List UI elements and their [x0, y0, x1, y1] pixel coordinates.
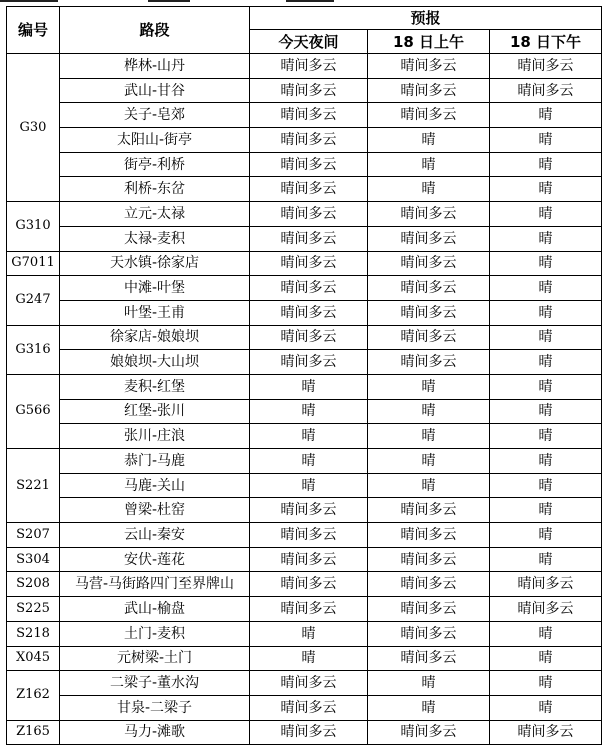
forecast-tonight: 晴间多云 — [250, 695, 368, 720]
forecast-18-am: 晴 — [368, 399, 490, 424]
road-section: 叶堡-王甫 — [60, 300, 250, 325]
forecast-18-am: 晴 — [368, 152, 490, 177]
forecast-18-am: 晴间多云 — [368, 276, 490, 301]
forecast-18-pm: 晴 — [490, 523, 602, 548]
table-row — [7, 572, 602, 597]
header-tonight: 今天夜间 — [250, 30, 368, 54]
route-code: S304 — [7, 547, 60, 572]
route-code: S207 — [7, 523, 60, 548]
road-section: 武山-榆盘 — [60, 597, 250, 622]
road-section: 二梁子-董水沟 — [60, 671, 250, 696]
route-code: Z165 — [7, 720, 60, 745]
forecast-18-am: 晴间多云 — [368, 720, 490, 745]
header-code: 编号 — [7, 7, 60, 54]
forecast-tonight: 晴间多云 — [250, 325, 368, 350]
table-row — [7, 523, 602, 548]
route-code: G30 — [7, 54, 60, 202]
table-row — [7, 152, 602, 177]
road-section: 麦积-红堡 — [60, 374, 250, 399]
table-row — [7, 103, 602, 128]
road-section: 马营-马街路四门至界牌山 — [60, 572, 250, 597]
table-row — [7, 226, 602, 251]
road-section: 中滩-叶堡 — [60, 276, 250, 301]
route-code: S208 — [7, 572, 60, 597]
forecast-18-am: 晴间多云 — [368, 572, 490, 597]
forecast-18-pm: 晴 — [490, 152, 602, 177]
header-18-am: 18 日上午 — [368, 30, 490, 54]
road-section: 关子-皂郊 — [60, 103, 250, 128]
table-row — [7, 498, 602, 523]
forecast-tonight: 晴间多云 — [250, 54, 368, 79]
route-code: G310 — [7, 202, 60, 251]
forecast-18-am: 晴 — [368, 473, 490, 498]
forecast-18-am: 晴间多云 — [368, 300, 490, 325]
route-code: Z162 — [7, 671, 60, 720]
table-row — [7, 695, 602, 720]
forecast-18-am: 晴 — [368, 374, 490, 399]
forecast-18-pm: 晴 — [490, 177, 602, 202]
forecast-18-am: 晴间多云 — [368, 646, 490, 671]
forecast-18-pm: 晴 — [490, 276, 602, 301]
road-section: 徐家店-娘娘坝 — [60, 325, 250, 350]
road-section: 天水镇-徐家店 — [60, 251, 250, 276]
forecast-18-pm: 晴间多云 — [490, 597, 602, 622]
forecast-tonight: 晴间多云 — [250, 671, 368, 696]
road-section: 太阳山-街亭 — [60, 128, 250, 153]
table-row — [7, 424, 602, 449]
forecast-tonight: 晴间多云 — [250, 720, 368, 745]
forecast-18-am: 晴 — [368, 449, 490, 474]
forecast-18-pm: 晴 — [490, 424, 602, 449]
header-18-pm: 18 日下午 — [490, 30, 602, 54]
forecast-18-am: 晴 — [368, 424, 490, 449]
route-code: S221 — [7, 449, 60, 523]
table-row — [7, 128, 602, 153]
table-row — [7, 177, 602, 202]
forecast-tonight: 晴间多云 — [250, 523, 368, 548]
road-section: 马力-滩歌 — [60, 720, 250, 745]
table-row — [7, 374, 602, 399]
route-code: X045 — [7, 646, 60, 671]
road-section: 武山-甘谷 — [60, 78, 250, 103]
forecast-tonight: 晴 — [250, 424, 368, 449]
road-section: 甘泉-二梁子 — [60, 695, 250, 720]
forecast-18-pm: 晴 — [490, 128, 602, 153]
forecast-tonight: 晴 — [250, 646, 368, 671]
table-row — [7, 251, 602, 276]
road-section: 安伏-莲花 — [60, 547, 250, 572]
forecast-18-am: 晴 — [368, 128, 490, 153]
forecast-18-pm: 晴 — [490, 449, 602, 474]
forecast-tonight: 晴间多云 — [250, 276, 368, 301]
forecast-tonight: 晴间多云 — [250, 350, 368, 375]
table-row — [7, 547, 602, 572]
forecast-18-am: 晴间多云 — [368, 597, 490, 622]
route-code: G7011 — [7, 251, 60, 276]
forecast-18-pm: 晴 — [490, 399, 602, 424]
forecast-18-am: 晴间多云 — [368, 325, 490, 350]
forecast-18-pm: 晴 — [490, 251, 602, 276]
forecast-18-pm: 晴 — [490, 350, 602, 375]
table-row — [7, 325, 602, 350]
road-section: 娘娘坝-大山坝 — [60, 350, 250, 375]
road-section: 云山-秦安 — [60, 523, 250, 548]
table-row — [7, 597, 602, 622]
table-row — [7, 350, 602, 375]
forecast-18-am: 晴间多云 — [368, 78, 490, 103]
top-edge-fragment — [0, 0, 607, 3]
table-row — [7, 276, 602, 301]
table-row — [7, 621, 602, 646]
table-row — [7, 202, 602, 227]
forecast-18-am: 晴间多云 — [368, 350, 490, 375]
road-section: 土门-麦积 — [60, 621, 250, 646]
route-code: G247 — [7, 276, 60, 325]
forecast-tonight: 晴 — [250, 473, 368, 498]
forecast-18-pm: 晴 — [490, 473, 602, 498]
route-code: S218 — [7, 621, 60, 646]
road-section: 桦林-山丹 — [60, 54, 250, 79]
forecast-tonight: 晴间多云 — [250, 547, 368, 572]
road-section: 利桥-东岔 — [60, 177, 250, 202]
forecast-18-pm: 晴 — [490, 325, 602, 350]
forecast-18-am: 晴间多云 — [368, 523, 490, 548]
table-row — [7, 54, 602, 79]
table-row — [7, 720, 602, 745]
forecast-18-pm: 晴 — [490, 671, 602, 696]
forecast-18-pm: 晴 — [490, 498, 602, 523]
road-weather-forecast-table — [6, 6, 602, 745]
road-section: 立元-太禄 — [60, 202, 250, 227]
forecast-18-pm: 晴间多云 — [490, 78, 602, 103]
header-section: 路段 — [60, 7, 250, 54]
forecast-18-pm: 晴 — [490, 621, 602, 646]
forecast-18-am: 晴 — [368, 695, 490, 720]
table-row — [7, 78, 602, 103]
forecast-18-pm: 晴间多云 — [490, 720, 602, 745]
forecast-tonight: 晴间多云 — [250, 226, 368, 251]
forecast-18-pm: 晴 — [490, 547, 602, 572]
forecast-tonight: 晴间多云 — [250, 202, 368, 227]
forecast-18-am: 晴间多云 — [368, 621, 490, 646]
forecast-tonight: 晴间多云 — [250, 597, 368, 622]
forecast-18-am: 晴间多云 — [368, 202, 490, 227]
forecast-18-am: 晴间多云 — [368, 251, 490, 276]
table-row — [7, 399, 602, 424]
forecast-18-am: 晴间多云 — [368, 54, 490, 79]
forecast-tonight: 晴间多云 — [250, 128, 368, 153]
road-section: 太禄-麦积 — [60, 226, 250, 251]
forecast-18-pm: 晴 — [490, 300, 602, 325]
table-row — [7, 300, 602, 325]
table-row — [7, 473, 602, 498]
table-row — [7, 646, 602, 671]
forecast-tonight: 晴 — [250, 399, 368, 424]
forecast-tonight: 晴间多云 — [250, 251, 368, 276]
forecast-tonight: 晴间多云 — [250, 300, 368, 325]
table-row — [7, 449, 602, 474]
forecast-18-am: 晴 — [368, 177, 490, 202]
forecast-tonight: 晴间多云 — [250, 103, 368, 128]
forecast-tonight: 晴间多云 — [250, 498, 368, 523]
forecast-tonight: 晴间多云 — [250, 177, 368, 202]
road-section: 红堡-张川 — [60, 399, 250, 424]
forecast-18-pm: 晴 — [490, 103, 602, 128]
forecast-18-pm: 晴间多云 — [490, 54, 602, 79]
road-section: 元树梁-土门 — [60, 646, 250, 671]
route-code: G566 — [7, 374, 60, 448]
forecast-18-am: 晴间多云 — [368, 498, 490, 523]
table-body — [7, 54, 602, 745]
forecast-18-pm: 晴 — [490, 646, 602, 671]
forecast-18-am: 晴 — [368, 671, 490, 696]
road-section: 张川-庄浪 — [60, 424, 250, 449]
forecast-18-pm: 晴 — [490, 695, 602, 720]
forecast-tonight: 晴 — [250, 374, 368, 399]
table-row — [7, 671, 602, 696]
forecast-18-am: 晴间多云 — [368, 226, 490, 251]
route-code: G316 — [7, 325, 60, 374]
road-section: 马鹿-关山 — [60, 473, 250, 498]
forecast-tonight: 晴 — [250, 449, 368, 474]
forecast-18-pm: 晴 — [490, 202, 602, 227]
forecast-18-pm: 晴间多云 — [490, 572, 602, 597]
road-section: 街亭-利桥 — [60, 152, 250, 177]
route-code: S225 — [7, 597, 60, 622]
forecast-tonight: 晴间多云 — [250, 572, 368, 597]
forecast-18-am: 晴间多云 — [368, 103, 490, 128]
road-section: 恭门-马鹿 — [60, 449, 250, 474]
road-section: 曾梁-杜窑 — [60, 498, 250, 523]
forecast-18-pm: 晴 — [490, 374, 602, 399]
forecast-18-pm: 晴 — [490, 226, 602, 251]
forecast-18-am: 晴间多云 — [368, 547, 490, 572]
forecast-tonight: 晴间多云 — [250, 152, 368, 177]
header-forecast: 预报 — [250, 7, 602, 30]
forecast-tonight: 晴间多云 — [250, 78, 368, 103]
forecast-tonight: 晴 — [250, 621, 368, 646]
